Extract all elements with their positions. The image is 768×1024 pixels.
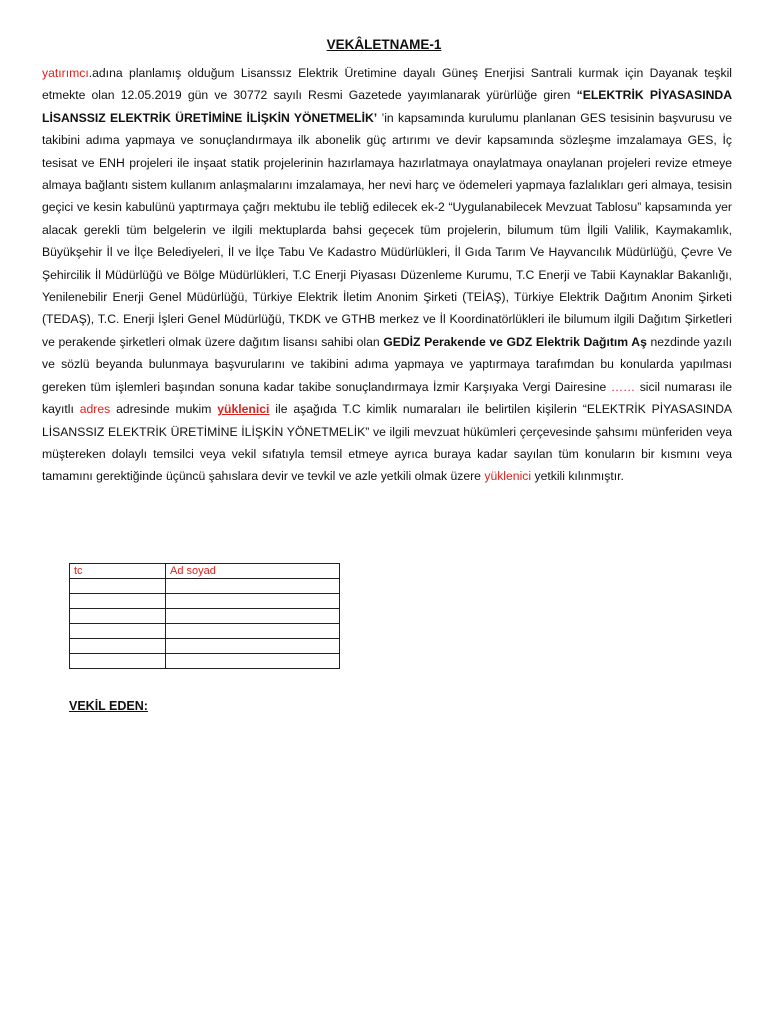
table-row <box>70 609 340 624</box>
contractor-placeholder: yüklenici <box>217 402 270 417</box>
table-cell-name <box>166 624 340 639</box>
paragraph-segment: sicil numarası ile kayıtlı <box>42 379 733 417</box>
paragraph-segment: ’in kapsamında kurulumu planlanan GES tesisinin başvurusu ve takibini adıma yapmaya ve sonuçlandırmaya ilk abonelik güç artırımı ve devir kapsamında sözleşme imzalamaya GES, İç tesisat ve ENH projeleri ile inşaat statik projelerinin hazırlamaya hazırlatmaya onaylatmaya onaylanan projeleri revize etmeye almaya bağlantı sistem kullanım anlaşmalarını imzalamaya, her nevi harç ve ödemeleri yapmaya fazlalıkları geri almaya, tesisin geçici ve kesin kabulünü yaptırmaya çağrı mektubu ile tebliğ edilecek ek-2 “Uygulanabilecek Mevzuat Tablosu” kapsamında yer alacak gerekli tüm belgelerin ve ilgili mektuplarda bahsi geçecek tüm projelerin, bilumum tüm İlgili Valilik, Kaymakamlık, Büyükşehir İl ve İlçe Belediyeleri, İl ve İlçe Tabu Ve Kadastro Müdürlükleri, İl Gıda Tarım Ve Hayvancılık Müdürlüğü, Çevre Ve Şehircilik İl Müdürlüğü ve Bölge Müdürlükleri, T.C Enerji Piyasası Düzenleme Kurumu, T.C Enerji ve Tabii Kaynaklar Bakanlığı, Yenilenebilir Enerji Genel Müdürlüğü, Türkiye Elektrik İletim Anonim Şirketi (TEİAŞ), Türkiye Elektrik Dağıtım Anonim Şirketi (TEDAŞ), T.C. Enerji İşleri Genel Müdürlüğü, TKDK ve GTHB merkez ve İl Koordinatörlükleri ile bilumum ilgili Dağıtım Şirketleri ve perakende şirketleri olmak üzere dağıtım lisansı sahibi olan <box>42 110 732 349</box>
table-cell-tc <box>70 654 166 669</box>
column-header-name: Ad soyad <box>166 564 340 579</box>
contractor-placeholder-2: yüklenici <box>484 469 532 484</box>
table-row <box>70 579 340 594</box>
table-row <box>70 654 340 669</box>
table-cell-tc <box>70 639 166 654</box>
address-placeholder: adres <box>79 402 111 417</box>
paragraph-segment: adresinde mukim <box>110 402 218 417</box>
table-row <box>70 639 340 654</box>
distribution-company-name: GEDİZ Perakende ve GDZ Elektrik Dağıtım Aş <box>383 334 647 349</box>
signer-label: VEKİL EDEN: <box>69 699 148 713</box>
table-cell-tc <box>70 609 166 624</box>
table-cell-name <box>166 639 340 654</box>
regulation-name: “ELEKTRİK PİYASASINDA LİSANSSIZ ELEKTRİK ÜRETİMİNE İLİŞKİN YÖNETMELİK’ <box>42 88 732 125</box>
body-paragraph <box>42 62 732 488</box>
table-cell-name <box>166 579 340 594</box>
document-title: VEKÂLETNAME-1 <box>326 37 442 52</box>
table-cell-tc <box>70 594 166 609</box>
column-header-tc: tc <box>70 564 166 579</box>
paragraph-segment: nezdinde yazılı ve sözlü beyanda bulunmaya başvurularını ve takibini adıma yapmaya ve yaptırmaya tarafımdan bu konularda yapılması gereken tüm işlemleri başından sonuna kadar takibe sonuçlandırmaya İzmir Karşıyaka Vergi Dairesine <box>42 334 732 394</box>
table-cell-tc <box>70 579 166 594</box>
table-cell-name <box>166 654 340 669</box>
table-cell-name <box>166 594 340 609</box>
paragraph-segment: ile aşağıda T.C kimlik numaraları ile belirtilen kişilerin “ELEKTRİK PİYASASINDA LİSANSSIZ ELEKTRİK ÜRETİMİNE İLİŞKİN YÖNETMELİK” ve ilgili mevzuat hükümleri çerçevesinde şahsımı münferiden veya müştereken dolaylı temsilci veya vekil sıfatıyla temsil etmeye ayrıca buraya kadar sayılan tüm konuların bir kısmını veya tamamını gerektiğinde üçüncü şahıslara devir ve tevkil ve azle yetkili olmak üzere <box>42 402 732 484</box>
table-header-row <box>70 564 340 579</box>
table-row <box>70 624 340 639</box>
registry-number-placeholder: …… <box>610 379 636 394</box>
persons-table <box>69 563 340 669</box>
paragraph-segment: yetkili kılınmıştır. <box>531 469 624 484</box>
investor-placeholder: yatırımcı <box>42 66 89 80</box>
table-row <box>70 594 340 609</box>
table-cell-tc <box>70 624 166 639</box>
paragraph-segment: .adına planlamış olduğum Lisanssız Elektrik Üretimine dayalı Güneş Enerjisi Santrali kurmak için Dayanak teşkil etmekte olan 12.05.2019 gün ve 30772 sayılı Resmi Gazetede yayımlanarak yürürlüğe giren <box>42 66 732 103</box>
table-cell-name <box>166 609 340 624</box>
